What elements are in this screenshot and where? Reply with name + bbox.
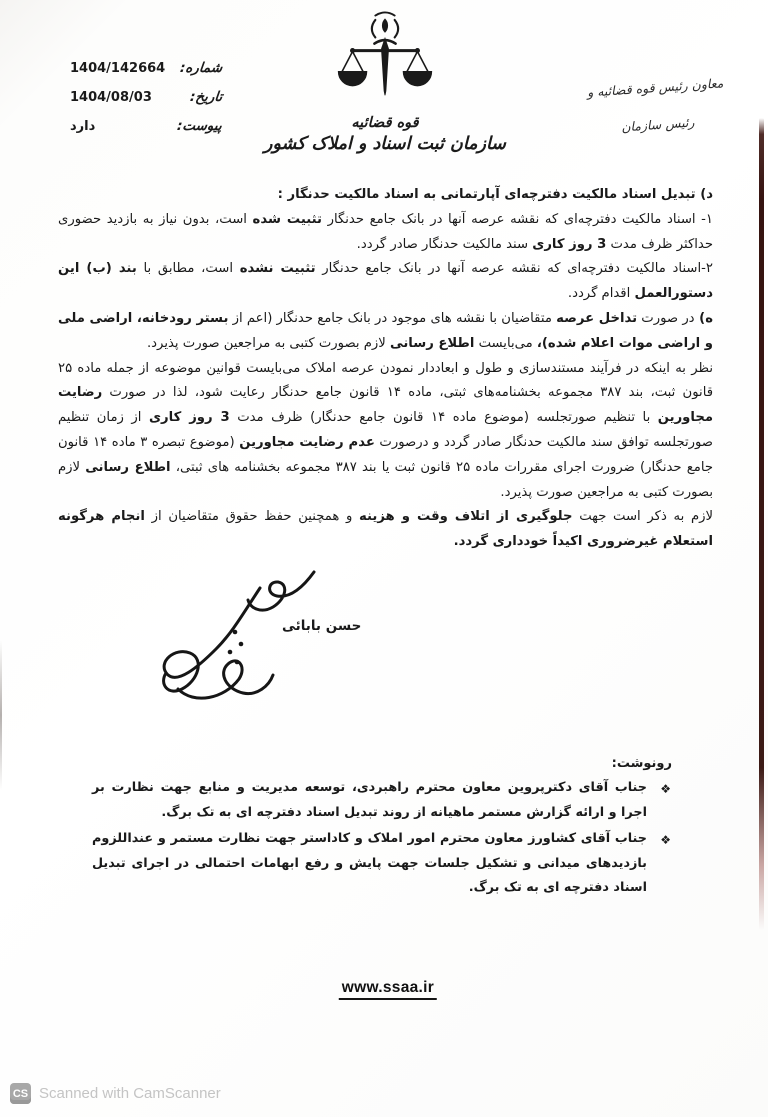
letter-meta-block xyxy=(70,60,222,147)
scan-edge-shadow-left xyxy=(0,640,2,790)
signer-name: حسن بابائی xyxy=(282,618,362,634)
judiciary-scales-emblem-icon xyxy=(328,10,442,114)
body-paragraph: ۱- اسناد مالکیت دفترچه‌ای که نقشه عرصه آنها در بانک جامع حدنگار تثبیت شده است، بدون نیاز به بازدید حضوری حداکثر ظرف مدت 3 روز کاری سند مالکیت حدنگار صادر گردد. xyxy=(58,211,713,252)
scan-edge-shadow-right xyxy=(759,118,764,930)
org-title-judiciary: قوه قضائیه xyxy=(351,115,419,131)
body-paragraph: ۲-اسناد مالکیت دفترچه‌ای که نقشه عرصه آنها در بانک جامع حدنگار تثبیت نشده است، مطابق با بند (ب) این دستورالعمل اقدام گردد. xyxy=(58,261,713,302)
letterhead xyxy=(258,10,512,154)
org-title-registration: سازمان ثبت اسناد و املاک کشور xyxy=(264,134,506,154)
cc-item-text: جناب آقای کشاورز معاون محترم امور املاک و کاداستر جهت نظارت مستمر و عنداللزوم بازدیدهای میدانی و تشکیل جلسات جهت پایش و رفع ابهامات احتمالی در اجرای تبدیل اسناد دفترچه ای به تک برگ. xyxy=(92,831,647,896)
body-paragraph: لازم به ذکر است جهت جلوگیری از اتلاف وقت و هزینه و همچنین حفظ حقوق متقاضیان از انجام هرگونه استعلام غیرضروری اکیداً خودداری گردد. xyxy=(58,509,713,550)
diamond-bullet-icon: ❖ xyxy=(660,833,671,848)
attachment-value: دارد xyxy=(70,119,96,134)
date-value: 1404/08/03 xyxy=(70,90,152,105)
attachment-label: پیوست: xyxy=(176,118,223,134)
body-paragraph: ه) در صورت تداخل عرصه متقاضیان با نقشه های موجود در بانک جامع حدنگار (اعم از بستر رودخانه، اراضی ملی و اراضی موات اعلام شده)، می‌بایست اطلاع رسانی لازم بصورت کتبی به مراجعین صورت پذیرد. xyxy=(58,310,713,351)
body-paragraph: د) تبدیل اسناد مالکیت دفترچه‌ای آپارتمانی به اسناد مالکیت حدنگار : xyxy=(277,187,713,202)
cc-item xyxy=(92,827,672,901)
cc-item xyxy=(92,776,672,825)
body-text xyxy=(58,183,713,555)
signer-title-line1: معاون رئیس قوه قضائیه و xyxy=(586,75,724,100)
camscanner-logo-icon: CS xyxy=(10,1083,31,1104)
meta-row-attachment xyxy=(70,118,222,134)
number-value: 1404/142664 xyxy=(70,61,166,76)
body-paragraph: نظر به اینکه در فرآیند مستندسازی و طول و ابعاددار نمودن عرصه املاک می‌بایست قوانین موضوعه از جمله ماده ۲۵ قانون ثبت، بند ۳۸۷ مجموعه بخشنامه‌های ثبتی، ماده ۱۴ قانون جامع حدنگار رعایت شود، لذا در صورت رضایت مجاورین با تنظیم صورتجلسه (موضوع ماده ۱۴ قانون جامع حدنگار) ظرف مدت 3 روز کاری از زمان تنظیم صورتجلسه توافق سند مالکیت حدنگار صادر گردد و درصورت عدم رضایت مجاورین (موضوع تبصره ۳ ماده ۱۴ قانون جامع حدنگار) ضرورت اجرای مقررات ماده ۲۵ قانون ثبت یا بند ۳۸۷ مجموعه بخشنامه های ثبتی، اطلاع رسانی لازم بصورت کتبی به مراجعین صورت پذیرد. xyxy=(58,360,714,500)
camscanner-watermark-text: Scanned with CamScanner xyxy=(39,1085,221,1102)
signer-title-block xyxy=(567,74,745,138)
website-url: www.ssaa.ir xyxy=(339,979,437,1000)
cc-label: رونوشت: xyxy=(611,756,672,771)
cc-item-text: جناب آقای دکترپروین معاون محترم راهبردی، توسعه مدیریت و منابع جهت نظارت بر اجرا و ارائه گزارش مستمر ماهیانه از روند تبدیل اسناد دفترچه ای به تک برگ. xyxy=(92,780,647,820)
date-label: تاریخ: xyxy=(188,89,223,105)
cc-list xyxy=(92,776,672,901)
signer-title-line2: رئیس سازمان xyxy=(620,114,695,135)
number-label: شماره: xyxy=(178,60,223,76)
cc-section xyxy=(92,756,672,903)
meta-row-number xyxy=(70,60,222,76)
meta-row-date xyxy=(70,89,222,105)
camscanner-watermark xyxy=(10,1083,221,1104)
diamond-bullet-icon: ❖ xyxy=(660,782,671,796)
